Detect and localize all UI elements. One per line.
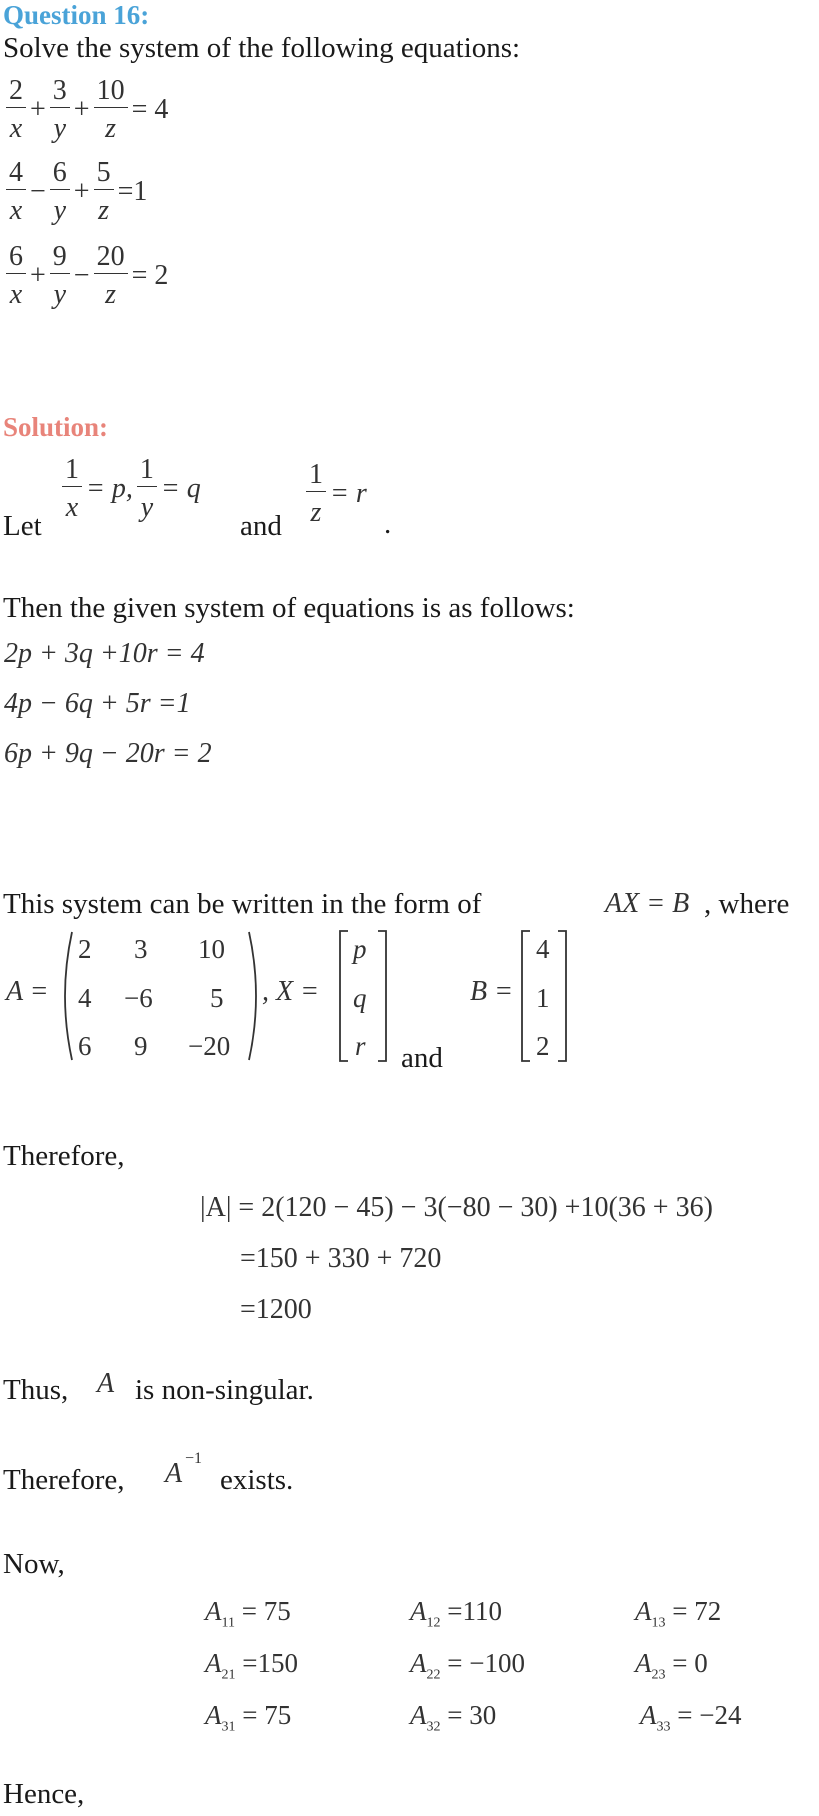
let-word: Let xyxy=(3,510,42,542)
and-word: and xyxy=(240,510,282,542)
then-text: Then the given system of equations is as follows: xyxy=(3,592,575,624)
matrix-x-cell: p xyxy=(353,934,367,964)
matrix-b-cell: 2 xyxy=(536,1031,550,1061)
thus-post: is non-singular. xyxy=(135,1374,314,1406)
cofactor: $A_{33} = -24$ xyxy=(640,1700,742,1735)
matrix-b xyxy=(518,928,570,1064)
cofactor: $A_{11} = 75$ xyxy=(205,1596,291,1631)
matrix-b-cell: 1 xyxy=(536,983,550,1013)
matrix-a-cell: 6 xyxy=(78,1031,92,1061)
cofactor: $A_{31} = 75$ xyxy=(205,1700,292,1735)
equation-3: $\frac{6}{x}$ + $\frac{9}{y}$ − $\frac{20}{z}$ = 2 xyxy=(4,242,170,310)
question-prompt: Solve the system of the following equations: xyxy=(3,32,521,64)
matrix-a xyxy=(58,928,263,1064)
form-where: , where xyxy=(704,888,790,920)
thus-pre: Thus, xyxy=(3,1374,69,1406)
matrix-a-cell: 4 xyxy=(78,983,92,1013)
thus-sym: A xyxy=(97,1368,115,1399)
form-expr: AX = B xyxy=(605,888,690,919)
question-heading: Question 16: xyxy=(3,0,150,30)
matrix-a-label: A = xyxy=(6,976,49,1007)
matrix-a-cell: 3 xyxy=(134,934,148,964)
linear-eq-3: 6p + 9q − 20r = 2 xyxy=(4,738,212,769)
substitution-3: $\frac{1}{z}$ = r xyxy=(304,460,369,528)
det-line-1: |A| = 2(120 − 45) − 3(−80 − 30) +10(36 + 36) xyxy=(200,1192,713,1223)
matrix-a-cell: 10 xyxy=(198,934,225,964)
matrix-b-cell: 4 xyxy=(536,934,550,964)
matrix-b-label: B = xyxy=(470,976,513,1007)
matrix-x-cell: q xyxy=(353,983,367,1013)
cofactor: $A_{23} = 0$ xyxy=(635,1648,708,1683)
matrix-and: and xyxy=(401,1042,443,1074)
equation-2: $\frac{4}{x}$ − $\frac{6}{y}$ + $\frac{5}{z}$ =1 xyxy=(4,158,149,226)
hence-text: Hence, xyxy=(3,1778,85,1810)
matrix-a-cell: 2 xyxy=(78,934,92,964)
therefore2-post: exists. xyxy=(220,1464,294,1496)
cofactor: $A_{13} = 72$ xyxy=(635,1596,722,1631)
solution-heading: Solution: xyxy=(3,412,109,442)
cofactor: $A_{21} =150$ xyxy=(205,1648,298,1683)
now-text: Now, xyxy=(3,1548,65,1580)
matrix-a-cell: 9 xyxy=(134,1031,148,1061)
substitution-1: $\frac{1}{x}$ = p, $\frac{1}{y}$ = q xyxy=(60,455,203,523)
det-line-2: =150 + 330 + 720 xyxy=(240,1243,442,1274)
matrix-x-label: , X = xyxy=(262,976,319,1007)
linear-eq-1: 2p + 3q +10r = 4 xyxy=(4,638,205,669)
cofactor: $A_{32} = 30$ xyxy=(410,1700,497,1735)
therefore-1: Therefore, xyxy=(3,1140,125,1172)
det-line-3: =1200 xyxy=(240,1294,312,1325)
matrix-a-cell: −20 xyxy=(188,1031,231,1061)
matrix-a-cell: −6 xyxy=(124,983,153,1013)
matrix-a-cell: 5 xyxy=(210,983,224,1013)
equation-1: $\frac{2}{x}$ + $\frac{3}{y}$ + $\frac{10}{z}$ = 4 xyxy=(4,76,170,144)
matrix-x xyxy=(336,928,390,1064)
form-text: This system can be written in the form of xyxy=(3,888,482,920)
linear-eq-2: 4p − 6q + 5r =1 xyxy=(4,688,191,719)
therefore2-sup: −1 xyxy=(185,1450,203,1467)
period: . xyxy=(384,508,392,540)
therefore2-sym: A xyxy=(165,1458,183,1489)
matrix-x-cell: r xyxy=(355,1031,366,1061)
cofactor: $A_{12} =110$ xyxy=(410,1596,502,1631)
cofactor: $A_{22} = -100$ xyxy=(410,1648,525,1683)
therefore-2: Therefore, xyxy=(3,1464,125,1496)
